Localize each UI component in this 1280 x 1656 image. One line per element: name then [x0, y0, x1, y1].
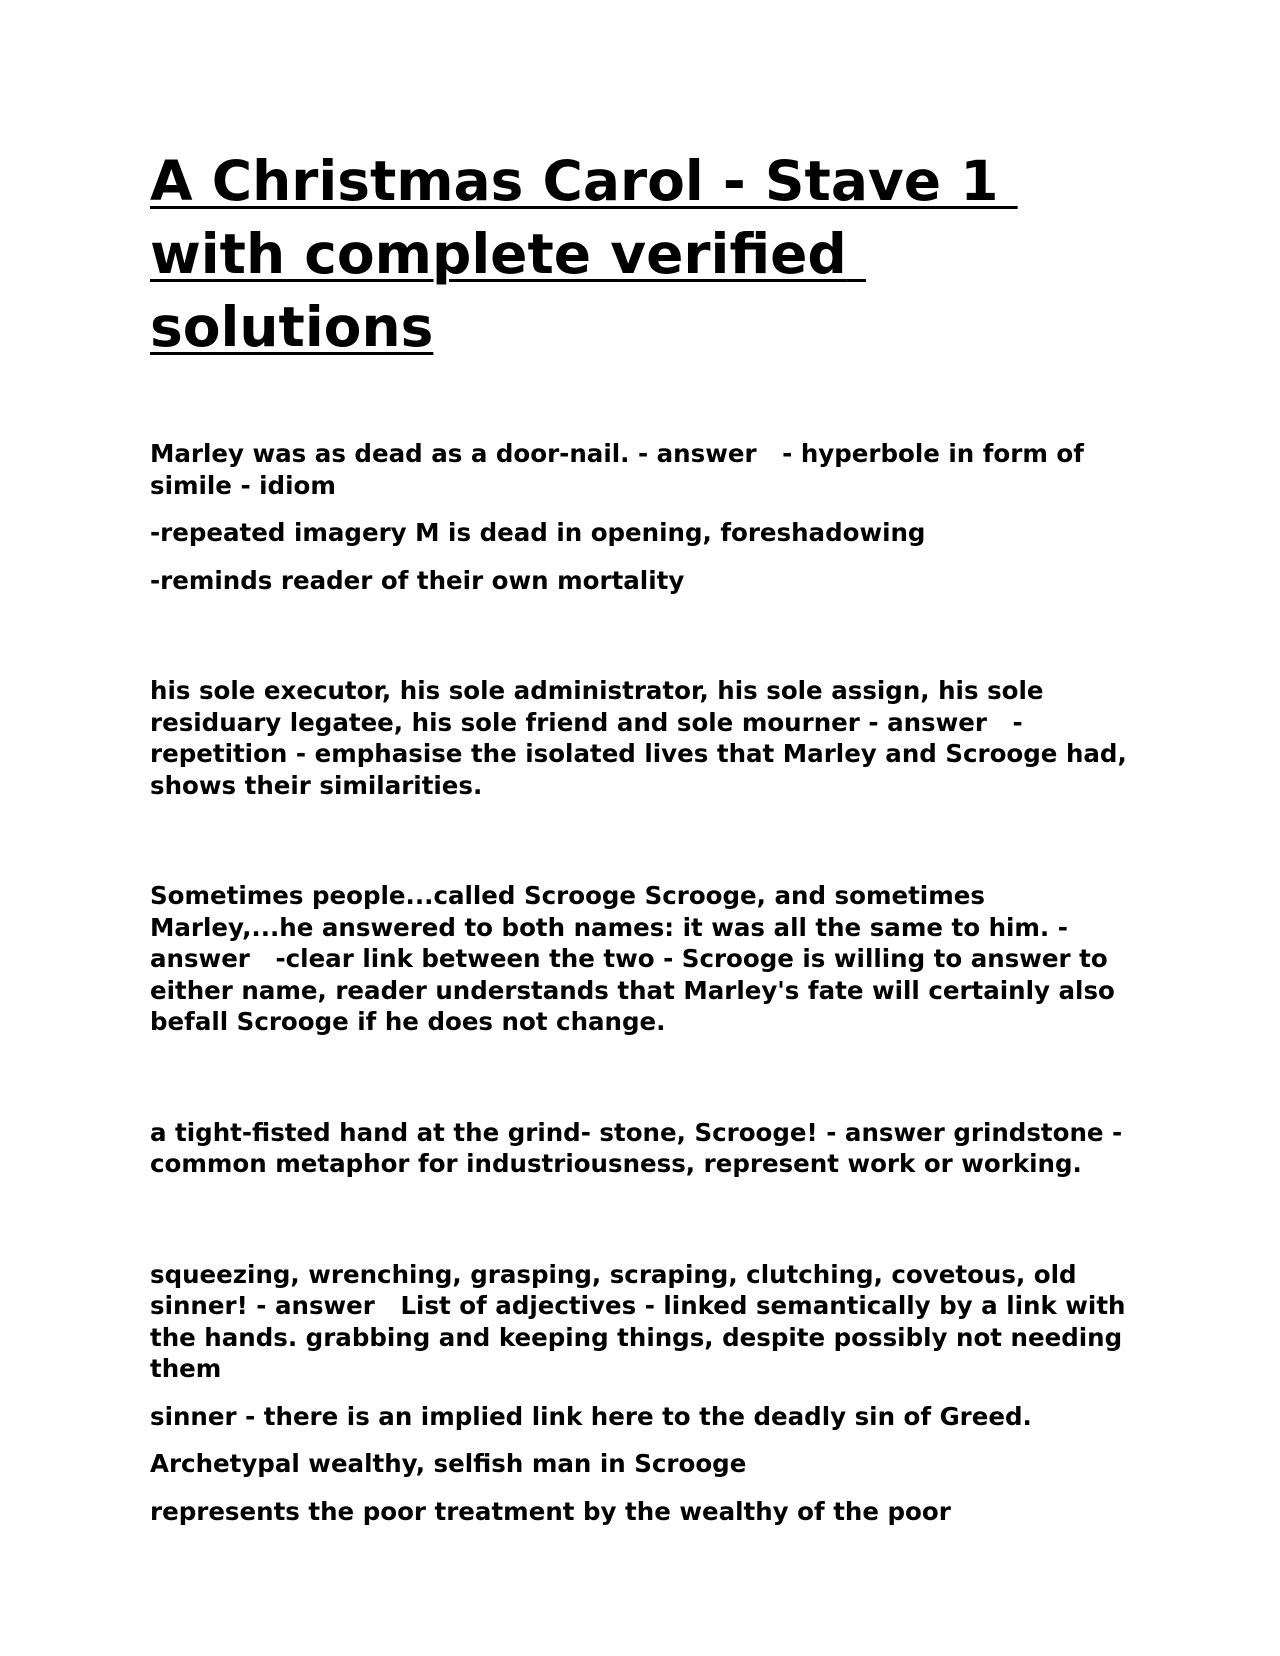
document-body	[150, 438, 1136, 1527]
document-page	[150, 145, 1136, 1543]
document-title: A Christmas Carol - Stave 1 with complete verified solutions	[150, 149, 1018, 359]
paragraph-grindstone: a tight-fisted hand at the grind- stone, Scrooge! - answer grindstone - common metaphor for industriousness, represent work or working.	[150, 1117, 1131, 1178]
paragraph-sinner: sinner - there is an implied link here to the deadly sin of Greed.	[150, 1401, 1032, 1431]
paragraph-adjectives: squeezing, wrenching, grasping, scraping, clutching, covetous, old sinner! - answer List of adjectives - linked semantically by a link with the hands. grabbing and keeping things, despite possibly not needing them	[150, 1259, 1135, 1383]
paragraph-marley-dead: Marley was as dead as a door-nail. - answer - hyperbole in form of simile - idiom	[150, 439, 1093, 500]
paragraph-sole-executor: his sole executor, his sole administrator, his sole assign, his sole residuary legatee, his sole friend and sole mourner - answer - repetition - emphasise the isolated lives that Marley and Scrooge had, shows their similarities.	[150, 676, 1136, 800]
paragraph-mortality: -reminds reader of their own mortality	[150, 565, 685, 595]
paragraph-poor-treatment: represents the poor treatment by the wealthy of the poor	[150, 1496, 951, 1526]
paragraph-repeated-imagery: -repeated imagery M is dead in opening, foreshadowing	[150, 518, 926, 547]
paragraph-archetypal: Archetypal wealthy, selfish man in Scrooge	[150, 1449, 747, 1478]
paragraph-both-names: Sometimes people...called Scrooge Scrooge, and sometimes Marley,...he answered to both names: it was all the same to him. - answer -clear link between the two - Scrooge is willing to answer to either name, reader understands that Marley's fate will certainly also befall Scrooge if he does not change.	[150, 881, 1124, 1036]
